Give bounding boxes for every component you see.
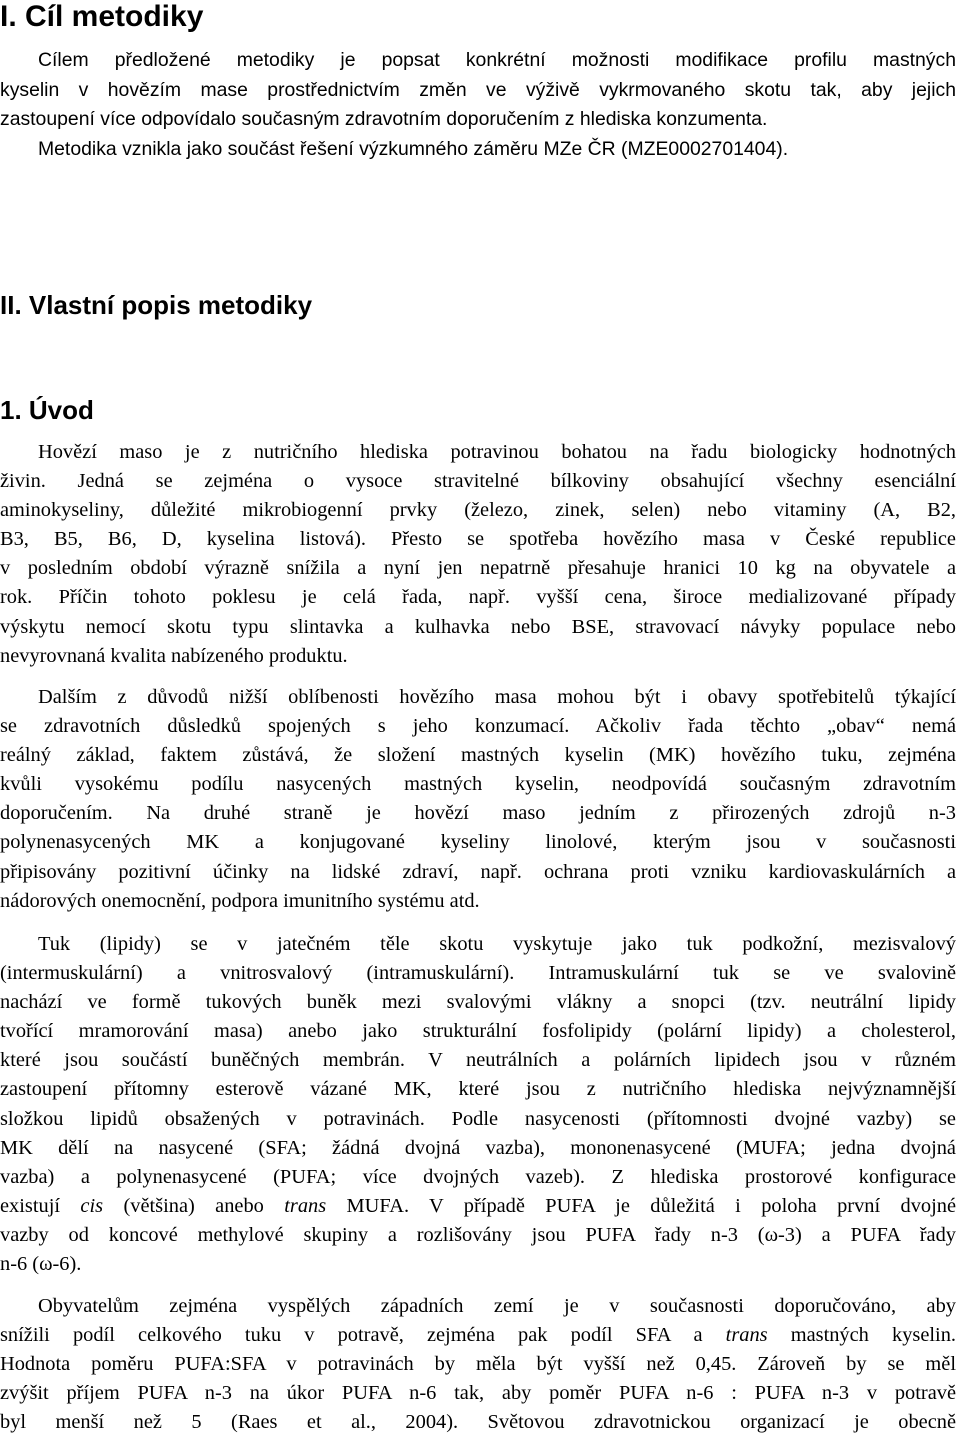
text-line: (intermuskulární) a vnitrosvalový (intramuskulární). Intramuskulární tuk se ve svalovině [0, 962, 956, 985]
text-line: B3, B5, B6, D, kyselina listová). Přesto se spotřeba hovězího masa v České republice [0, 528, 956, 551]
subsection-title-uvod: 1. Úvod [0, 395, 94, 425]
text-line: Hodnota poměru PUFA:SFA v potravinách by měla být vyšší než 0,45. Zároveň by se měl [0, 1353, 956, 1376]
text-line: Cílem předložené metodiky je popsat konkrétní možnosti modifikace profilu mastných [38, 49, 956, 71]
text-line: Hovězí maso je z nutričního hlediska potravinou bohatou na řadu biologicky hodnotných [38, 441, 956, 463]
text-line: byl menší než 5 (Raes et al., 2004). Světovou zdravotnickou organizací je obecně [0, 1411, 956, 1434]
text-run: (většina) anebo [103, 1194, 285, 1217]
text-line: nachází ve formě tukových buněk mezi svalovými vlákny a snopci (tzv. neutrální lipidy [0, 991, 956, 1014]
paragraph-cil-metodiky [0, 46, 956, 164]
italic-term-cis: cis [80, 1194, 104, 1217]
text-line: MK dělí na nasycené (SFA; žádná dvojná vazba), mononenasycené (MUFA; jedna dvojná [0, 1136, 956, 1159]
text-line: výskytu nemocí skotu typu slintavka a kulhavka nebo BSE, stravovací návyky populace nebo [0, 615, 956, 638]
text-line: nádorových onemocnění, podpora imunitního systému atd. [0, 889, 480, 912]
text-run: mastných kyselin. [767, 1324, 956, 1347]
paragraph-1 [0, 438, 956, 671]
text-line: polynenasycených MK a konjugované kyseliny linolové, kterým jsou v současnosti [0, 831, 956, 854]
text-line: Obyvatelům zejména vyspělých západních zemí je v současnosti doporučováno, aby [38, 1295, 956, 1317]
text-line: zastoupení více odpovídalo současným zdravotním doporučením z hlediska konzumenta. [0, 108, 768, 130]
text-line: Tuk (lipidy) se v jatečném těle skotu vyskytuje jako tuk podkožní, mezisvalový [38, 933, 956, 955]
italic-term-trans: trans [725, 1324, 768, 1347]
text-line: se zdravotních důsledků spojených s jeho konzumací. Ačkoliv řada těchto „obav“ nemá [0, 715, 956, 738]
text-line: zastoupení přítomny esterově vázané MK, které jsou z nutričního hlediska nejvýznamnější [0, 1078, 956, 1101]
text-run: MUFA. V případě PUFA je důležitá i poloha první dvojné [326, 1194, 956, 1217]
paragraph-4 [0, 1292, 956, 1437]
text-line: reálný základ, faktem zůstává, že složení mastných kyselin (MK) hovězího tuku, zejména [0, 744, 956, 767]
text-line: kvůli vysokému podílu nasycených mastných kyselin, neodpovídá současným zdravotním [0, 773, 956, 796]
paragraph-3 [0, 930, 956, 1279]
text-run: snížili podíl celkového tuku v potravě, zejména pak podíl SFA a [0, 1324, 726, 1347]
text-line: živin. Jedná se zejména o vysoce stravitelné bílkoviny obsahující všechny esenciální [0, 470, 956, 493]
paragraph-2 [0, 683, 956, 916]
text-line: rok. Příčin tohoto poklesu je celá řada, např. vyšší cena, široce medializované případy [0, 586, 956, 609]
text-line: vazby od koncové methylové skupiny a rozlišovány jsou PUFA řady n-3 (ω-3) a PUFA řady [0, 1223, 956, 1246]
text-line: připisovány pozitivní účinky na lidské zdraví, např. ochrana proti vzniku kardiovaskulárních a [0, 860, 956, 883]
text-line: n-6 (ω-6). [0, 1253, 82, 1276]
text-line: kyselin v hovězím mase prostřednictvím změn ve výživě vykrmovaného skotu tak, aby jejich [0, 78, 956, 101]
text-line: nevyrovnaná kvalita nabízeného produktu. [0, 644, 348, 667]
text-line: tvořící mramorování masa) anebo jako strukturální fosfolipidy (polární lipidy) a cholesterol, [0, 1020, 956, 1043]
text-line: vazba) a polynenasycené (PUFA; více dvojných vazeb). Z hlediska prostorové konfigurace [0, 1165, 956, 1188]
text-line: aminokyseliny, důležité mikrobiogenní prvky (železo, zinek, selen) nebo vitaminy (A, B2, [0, 499, 956, 522]
text-line: doporučením. Na druhé straně je hovězí maso jedním z přirozených zdrojů n-3 [0, 802, 956, 825]
text-line: Metodika vznikla jako součást řešení výzkumného záměru MZe ČR (MZE0002701404). [38, 137, 789, 160]
text-line: zvýšit příjem PUFA n-3 na úkor PUFA n-6 tak, aby poměr PUFA n-6 : PUFA n-3 v potravě [0, 1382, 956, 1405]
text-line: v posledním období výrazně snížila a nyní jen nepatrně přesahuje hranici 10 kg na obyvatele a [0, 557, 956, 580]
italic-term-trans: trans [284, 1194, 327, 1217]
text-line: složkou lipidů obsažených v potravinách. Podle nasycenosti (přítomnosti dvojné vazby) se [0, 1107, 956, 1130]
section-title-vlastni-popis: II. Vlastní popis metodiky [0, 290, 313, 320]
text-line: Dalším z důvodů nižší oblíbenosti hovězího masa mohou být i obavy spotřebitelů týkající [38, 686, 956, 708]
text-line [0, 1321, 956, 1350]
text-run: existují [0, 1194, 81, 1217]
text-line: které jsou součástí buněčných membrán. V neutrálních a polárních lipidech jsou v různém [0, 1049, 956, 1072]
section-title-cil-metodiky: I. Cíl metodiky [0, 0, 204, 33]
text-line [0, 1192, 956, 1221]
